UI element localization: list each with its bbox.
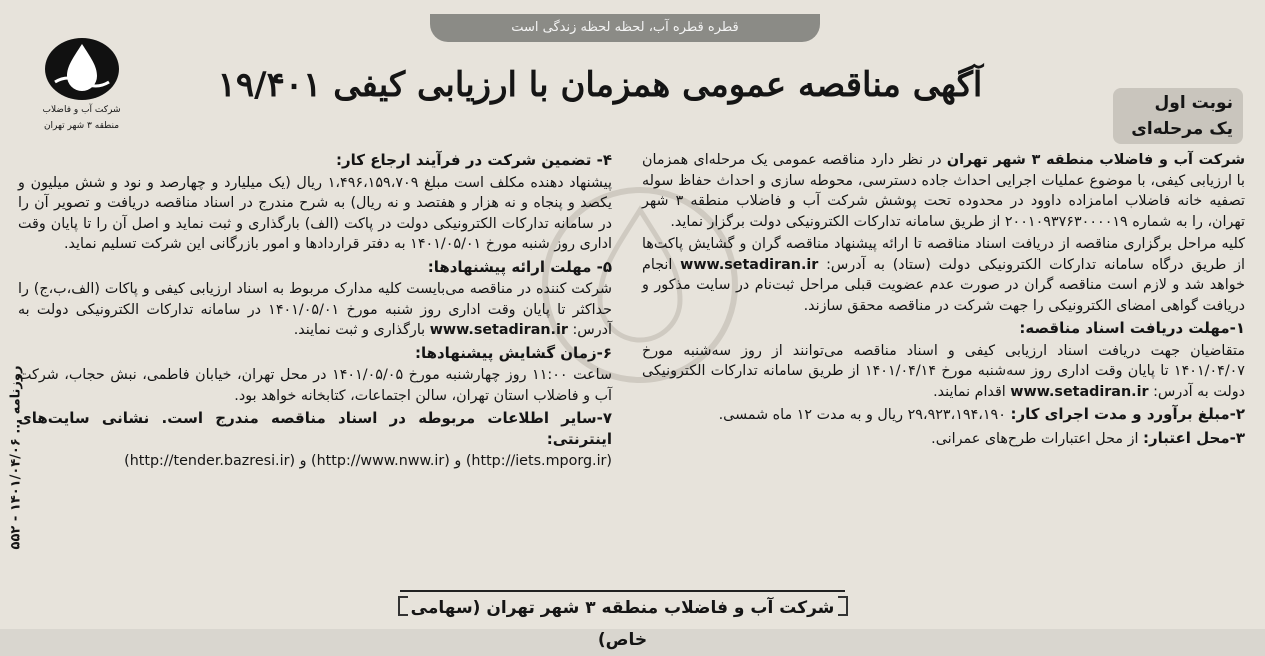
section-7-sites[interactable]: (http://iets.mporg.ir) و (http://www.nww.ir) و (http://tender.bazresi.ir): [124, 453, 612, 469]
setadiran-link[interactable]: www.setadiran.ir: [680, 256, 819, 273]
logo-name-line2: منطقه ۳ شهر تهران: [43, 121, 120, 131]
section-1-link[interactable]: www.setadiran.ir: [1010, 383, 1149, 400]
logo-name-line1: شرکت آب و فاضلاب: [42, 105, 121, 115]
section-5-end: بارگذاری و ثبت نمایند.: [293, 322, 426, 338]
slogan-banner: قطره قطره آب، لحظه لحظه زندگی است: [430, 14, 820, 42]
intro-paragraph: [642, 150, 1245, 232]
section-6-title: ۶-زمان گشایش پیشنهادها:: [414, 343, 612, 362]
section-4-text: پیشنهاد دهنده مکلف است مبلغ ۱،۴۹۶،۱۵۹،۷۰۹ ریال (یک میلیارد و چهارصد و نود و شش میلیون و یکصد و پنجاه و نه هزار و هفتصد و نه ریال) به شرح مندرج در اسناد مناقصه دریافت و تصویر آن را در سامانه تدارکات الکترونیکی دولت در پاکت (الف) بارگذاری و ثبت نماید و اصل آن را تا پایان وقت اداری روز شنبه مورخ ۱۴۰۱/۰۵/۰۱ به دفتر قراردادها و امور بازرگانی این شرکت تسلیم نماید.: [18, 174, 612, 252]
side-strip: [0, 330, 36, 600]
round-line1: نوبت اول: [1154, 93, 1233, 113]
section-5-link[interactable]: www.setadiran.ir: [429, 322, 568, 338]
section-3-text: از محل اعتبارات طرح‌های عمرانی.: [931, 430, 1143, 447]
section-1-text: متقاضیان جهت دریافت اسناد ارزیابی کیفی و اسناد مناقصه می‌توانند از روز سه‌شنبه مورخ ۱۴۰۱/۰۴/۰۷ تا پایان وقت اداری روز سه‌شنبه مورخ ۱۴۰۱/۰۴/۱۴ از طریق سامانه تدارکات الکترونیکی دولت به آدرس:: [642, 342, 1245, 400]
ad-title: آگهی مناقصه عمومی همزمان با ارزیابی کیفی ۱۹/۴۰۱: [217, 65, 983, 105]
section-2-text: ۲۹،۹۲۳،۱۹۴،۱۹۰ ریال و به مدت ۱۲ ماه شمسی.: [718, 407, 1011, 423]
round-badge: [1113, 88, 1243, 144]
section-5-text: شرکت کننده در مناقصه می‌بایست کلیه مدارک مربوط به اسناد ارزیابی کیفی و پاکات (الف،ب،ج) را حداکثر تا پایان وقت اداری روز شنبه مورخ ۱۴۰۱/۰۵/۰۱ در سامانه تدارکات الکترونیکی دولت به آدرس:: [18, 281, 612, 338]
water-drop-logo-icon: [45, 38, 119, 100]
intro-company: شرکت آب و فاضلاب منطقه ۳ شهر تهران: [946, 152, 1245, 168]
section-7-title: ۷-سایر اطلاعات مربوطه در اسناد مناقصه مندرج است. نشانی سایت‌های اینترنتی:: [18, 409, 612, 448]
round-line2: یک مرحله‌ای: [1131, 119, 1233, 139]
footer-bracket-left: [398, 596, 408, 616]
right-column: [642, 150, 1245, 451]
portal-text-b: انجام خواهد شد و لازم است مناقصه گران در صورت عدم عضویت قبلی مراحل ثبت‌نام در سایت مذکور و دریافت گواهی امضای الکترونیکی را جهت شرکت در مناقصه محقق سازند.: [642, 256, 1245, 314]
section-5-title: ۵- مهلت ارائه پیشنهادها:: [427, 257, 612, 276]
left-column: [18, 150, 612, 474]
footer-bracket-right: [838, 596, 848, 616]
section-1-title: ۱-مهلت دریافت اسناد مناقصه:: [1019, 319, 1245, 337]
portal-text-a: کلیه مراحل برگزاری مناقصه از دریافت اسناد مناقصه تا ارائه پیشنهاد مناقصه گران و گشایش پاکت‌ها از طریق درگاه سامانه تدارکات الکترونیکی دولت (ستاد) به آدرس:: [642, 236, 1246, 273]
section-5-body: [18, 279, 612, 341]
section-3-title: ۳-محل اعتبار:: [1143, 428, 1245, 447]
intro-text: در نظر دارد مناقصه عمومی یک مرحله‌ای همزمان با ارزیابی کیفی، با موضوع عملیات اجرایی احداث جاده دسترسی، محوطه سازی و احداث حفاظ سوله تصفیه خانه فاضلاب امامزاده داوود در محدوده تحت پوشش شرکت آب و فاضلاب منطقه ۳ شهر تهران، را به شماره ۲۰۰۱۰۹۳۷۶۳۰۰۰۰۱۹ از طریق سامانه تدارکات الکترونیکی دولت برگزار نماید.: [642, 152, 1245, 230]
footer-company: شرکت آب و فاضلاب منطقه ۳ شهر تهران (سهامی خاص): [400, 590, 845, 622]
company-logo: [34, 38, 129, 148]
section-6-text: ساعت ۱۱:۰۰ روز چهارشنبه مورخ ۱۴۰۱/۰۵/۰۵ در محل تهران، خیابان فاطمی، نبش حجاب، شرکت آب و فاضلاب استان تهران، سالن اجتماعات، کتابخانه خواهد بود.: [18, 367, 613, 404]
portal-paragraph: [642, 234, 1245, 316]
section-2-title: ۲-مبلغ برآورد و مدت اجرای کار:: [1010, 405, 1245, 423]
newspaper-date-label: روزنامه ... ۱۴۰۱/۰۴/۰۶ - ۵۵۲: [8, 365, 24, 550]
section-1-body: [642, 341, 1245, 403]
section-3: [642, 428, 1245, 450]
section-4-title: ۴- تضمین شرکت در فرآیند ارجاع کار:: [336, 151, 612, 169]
section-1-end: اقدام نمایند.: [933, 383, 1006, 400]
section-2: [642, 404, 1245, 426]
